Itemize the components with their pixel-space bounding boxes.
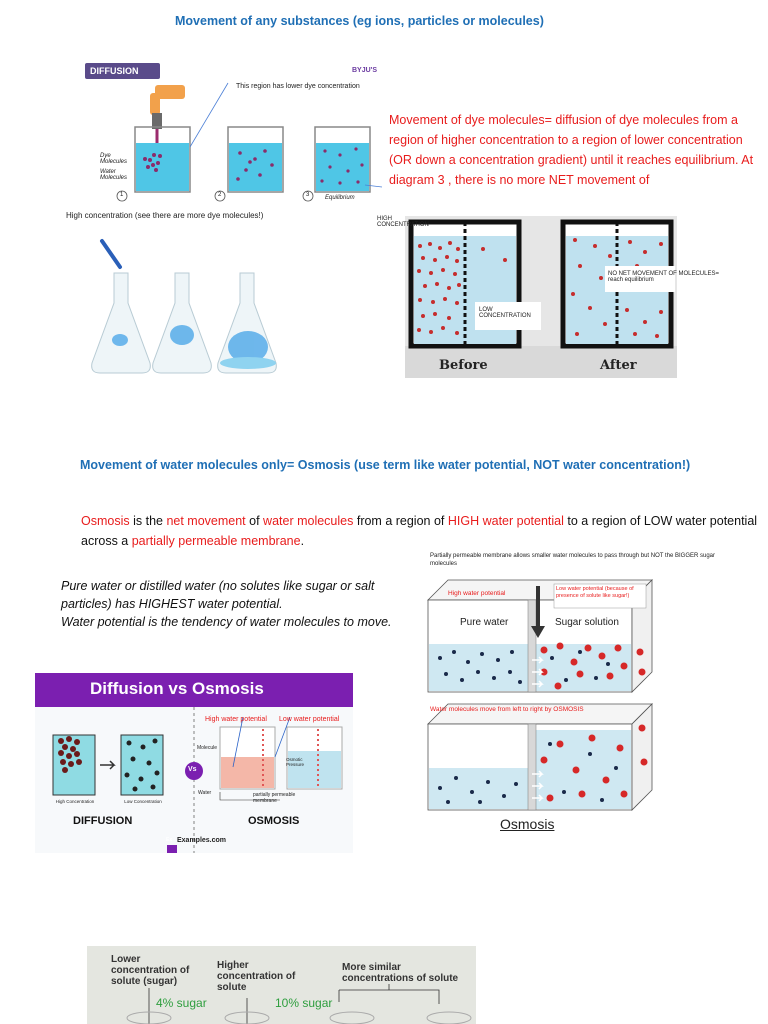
dvo-low-wp: Low water potential [279, 716, 340, 723]
pure-water-label: Pure water [460, 617, 509, 628]
heading-osmosis: Movement of water molecules only= Osmosis (use term like water potential, NOT water concentration!) [80, 458, 691, 472]
low-concentration-label: LOW CONCENTRATION [479, 307, 531, 319]
diffusion-label: DIFFUSION [90, 66, 139, 76]
dvo-membrane-label: partially permeable membrane [253, 792, 296, 804]
def-w6: from a region of [353, 514, 448, 528]
concentration-photo [87, 946, 476, 1024]
dvo-osmosis-label: OSMOSIS [248, 815, 300, 827]
dye-diffusion-paragraph: Movement of dye molecules= diffusion of dye molecules from a region of higher concentration to a region of lower concentration (OR down a concentration gradient) until it reaches equilibrium. At diagram 3 , there is no more NET movement of [389, 113, 754, 187]
low-water-potential-label: Low water potential (because of presence of solute like sugar!) [556, 586, 634, 600]
dye-molecules-label: Dye Molecules [100, 153, 128, 165]
dvo-diffusion-label: DIFFUSION [73, 815, 133, 827]
pure-water-line1: Pure water or distilled water (no solutes like sugar or salt particles) has HIGHEST water potential. [61, 579, 375, 611]
def-water-molecules: water molecules [263, 514, 354, 528]
beaker-num-2: 2 [218, 192, 222, 198]
dvo-vs: Vs [188, 766, 197, 773]
dvo-examples-logo: Examples.com [177, 837, 227, 844]
def-membrane: partially permeable membrane [131, 534, 301, 548]
before-after-diagram [377, 216, 719, 378]
higher-concentration-text: Higher concentration of solute [217, 960, 296, 993]
def-osmosis: Osmosis [81, 514, 130, 528]
equilibrium-label: Equilibrium [325, 195, 355, 201]
dvo-high-wp: High water potential [205, 716, 267, 723]
heading-diffusion: Movement of any substances (eg ions, particles or molecules) [175, 14, 544, 28]
sugar-solution-label: Sugar solution [555, 617, 619, 628]
def-high-wp: HIGH water potential [447, 514, 564, 528]
diffusion-figure [60, 55, 400, 225]
diffusion-vs-osmosis-card [35, 673, 353, 853]
osmosis-definition [81, 511, 766, 551]
dvo-low-conc: Low Concentration [124, 799, 162, 804]
similar-concentration-text: More similar concentrations of solute [342, 962, 459, 984]
membrane-note: Partially permeable membrane allows smaller water molecules to pass through but NOT the BIGGER sugar molecules [430, 553, 716, 568]
def-net-movement: net movement [166, 514, 246, 528]
byjus-logo: BYJU'S [352, 67, 378, 74]
pure-water-note [61, 577, 411, 631]
osmosis-caption: Osmosis [500, 816, 555, 832]
water-molecules-label: Water Molecules [100, 169, 128, 181]
def-w10: . [300, 534, 305, 548]
dvo-high-conc: High Concentration [55, 799, 95, 804]
no-net-movement-label: NO NET MOVEMENT OF MOLECULES= reach equilibrium [608, 271, 719, 283]
def-w8: to a region of LOW water potential across a [81, 514, 758, 548]
flasks-photo [90, 235, 305, 385]
dvo-water-label: Water [198, 790, 212, 796]
after-label: After [600, 358, 637, 373]
lower-concentration-text: Lower concentration of solute (sugar) [111, 954, 190, 987]
before-label: Before [439, 358, 488, 373]
dvo-molecule-label: Molecule [197, 745, 218, 751]
high-concentration-caption: High concentration (see there are more dye molecules!) [66, 211, 264, 220]
osmosis-box-diagram [420, 548, 760, 838]
beaker-num-3: 3 [306, 192, 310, 198]
osmosis-move-note: Water molecules move from left to right by OSMOSIS [430, 706, 584, 713]
beaker-num-1: 1 [120, 192, 124, 198]
sugar-10-label: 10% sugar [275, 996, 333, 1010]
lower-concentration-note: This region has lower dye concentration [236, 83, 360, 90]
dvo-osmotic-label: Osmotic Pressure [286, 757, 305, 767]
def-w2: is the [129, 514, 167, 528]
dvo-ex-badge: Ex [166, 837, 173, 843]
sugar-4-label: 4% sugar [156, 996, 207, 1010]
def-w4: of [245, 514, 264, 528]
high-water-potential-label: High water potential [448, 590, 506, 597]
high-concentration-label: HIGH CONCENTRATION [377, 216, 429, 228]
dvo-title: Diffusion vs Osmosis [90, 679, 264, 698]
pure-water-line2: Water potential is the tendency of water molecules to move. [61, 615, 392, 629]
